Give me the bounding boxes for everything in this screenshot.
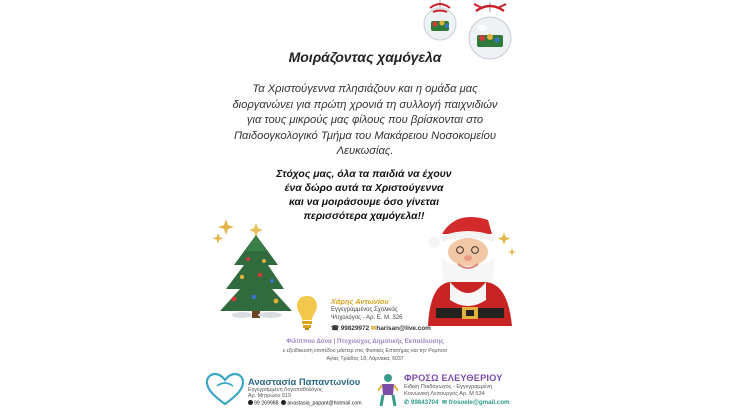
harris-email: harisan@live.com [376,325,431,332]
filippou-address-line: Αγίας Τριάδος 18, Λάρνακα, 6037 [326,356,404,362]
froso-contact-line [404,399,510,406]
email-icon [281,400,286,405]
phone-icon: ☎ [331,325,341,332]
harris-name: Χάρης Αντωνίου [331,297,389,306]
froso-registration: Κοινωνική Λειτουργός Αρ. Μ 534 [404,391,485,397]
intro-line: Παιδοογκολογικό Τμήμα του Μακάρειου Νοσοκομείου [233,129,497,142]
harris-role: Εγγεγραμμένος Σχολικός [331,307,398,313]
goal-line: Στόχος μας, όλα τα παιδιά να έχουν [276,169,452,180]
flyer-title: Μοιράζοντας χαμόγελα [288,49,442,65]
anastasia-role: Εγγεγραμμένη Λογοπαθολόγος [248,387,323,393]
intro-paragraph [230,82,500,160]
anastasia-registration: Αρ. Μητρώου 519 [248,393,291,399]
intro-line: διοργανώνει για πρώτη χρονιά τη συλλογή παιχνιδιών [232,98,498,111]
anastasia-contact-card [205,372,375,408]
harris-contact-line [331,324,431,332]
goal-line: ένα δώρο αυτά τα Χριστούγεννα [284,183,444,194]
phone-icon: ✆ [404,399,411,406]
filippou-name-line: Φιλίππου Δόνα | Πτυχιούχος Δημοτικής Εκπαίδευσης [286,338,444,345]
child-figure-icon [378,373,398,407]
harris-contact-card [296,295,446,337]
ornament-bauble-icon [418,0,462,44]
froso-name: ΦΡΟΣΩ ΕΛΕΥΘΕΡΙΟΥ [404,373,503,383]
froso-email: frosoele@gmail.com [448,399,510,406]
froso-phone: 99843704 [410,399,439,406]
harris-phone: 99829972 [340,325,370,332]
harris-registration: Ψυχολόγος - Αρ. Ε. Μ. 326 [331,315,403,321]
email-icon: ✉ [441,399,449,406]
froso-contact-card [378,371,528,409]
email-icon: ✉ [370,325,377,332]
anastasia-email: anastasia_papant@hotmail.com [287,400,362,407]
intro-line: για τους μικρούς μας φίλους που βρίσκονται στο [246,114,484,126]
anastasia-phone: 99 269988 [254,400,279,407]
lightbulb-icon [296,295,318,331]
anastasia-name: Αναστασία Παπαντωνίου [248,376,361,387]
christmas-tree-icon [212,215,294,320]
goal-line: και να μοιράσουμε όσο γίνεται [288,197,440,208]
filippou-contact-card [190,338,540,362]
goal-line: περισσότερα χαμόγελα!! [303,211,425,222]
heart-speech-icon [205,372,245,408]
anastasia-contact-line [248,400,362,407]
intro-line: Τα Χριστούγεννα πλησιάζουν και η ομάδα μας [252,83,478,95]
filippou-specialty-line: ε εξειδίκευση επιπέδου μάστερ στις Φυσικές Επιστήμες και την Ρομποτι [282,348,448,354]
phone-icon [248,400,253,405]
intro-line: Λευκωσίας. [336,145,394,157]
froso-role: Ειδική Παιδαγωγός - Εγγεγραμμένη [404,384,493,390]
